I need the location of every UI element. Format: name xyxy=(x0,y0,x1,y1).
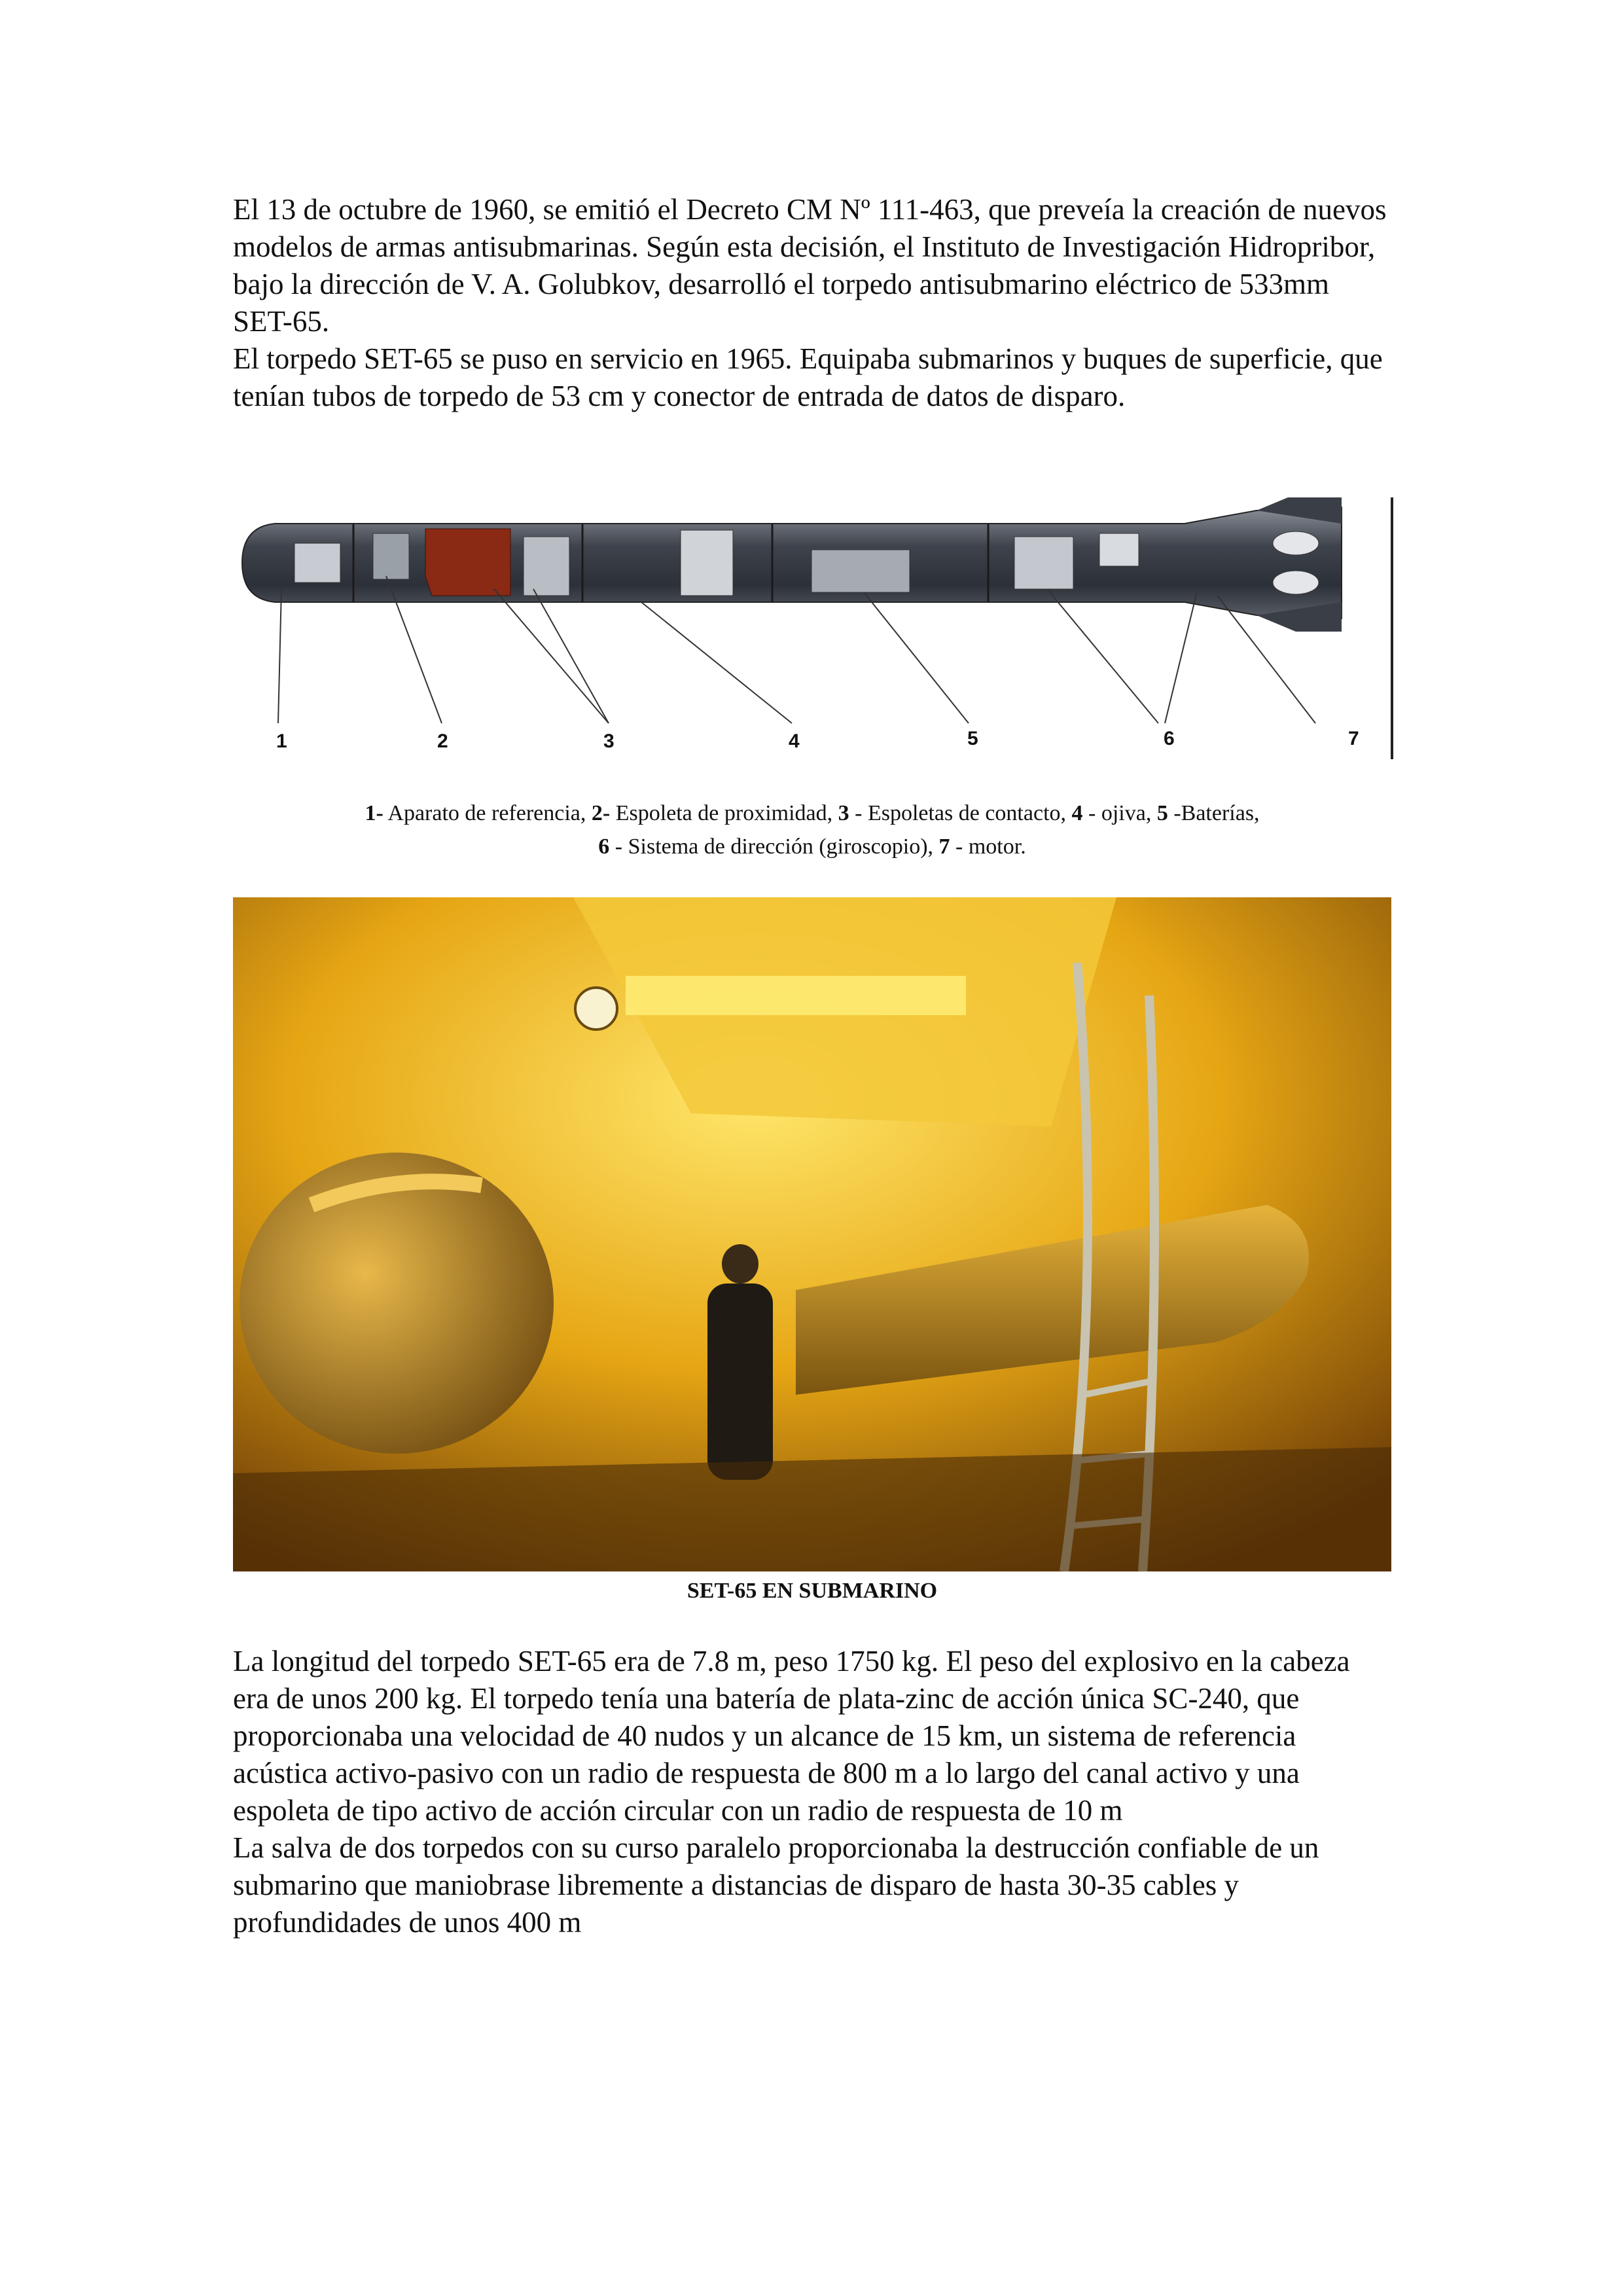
caption-num-5: 5 xyxy=(1156,801,1168,825)
intro-paragraph-2: El torpedo SET-65 se puso en servicio en 1965. Equipaba submarinos y buques de superficie, que tenían tubos de torpedo de 53 cm y conector de entrada de datos de disparo. xyxy=(233,342,1383,412)
crew-body xyxy=(707,1283,773,1480)
pressure-gauge xyxy=(575,988,617,1030)
caption-num-6: 6 xyxy=(598,834,610,859)
crew-head xyxy=(722,1244,758,1283)
caption-num-4: 4 xyxy=(1071,801,1083,825)
warhead-charge xyxy=(425,529,510,596)
intro-paragraph-1: El 13 de octubre de 1960, se emitió el Decreto CM Nº 111-463, que preveía la creación de nuevos modelos de armas antisubmarinas. Según esta decisión, el Instituto de Investigación Hidropribor, bajo la dirección de V. A. Golubkov, desarrolló el torpedo antisubmarino eléctrico de 533mm SET-65. xyxy=(233,193,1387,338)
caption-text-1: Aparato de referencia, xyxy=(383,801,592,825)
submarine-interior-photo xyxy=(233,897,1391,1571)
battery-module xyxy=(812,550,910,592)
diagram-label-5: 5 xyxy=(967,728,978,749)
battery-compartment xyxy=(681,530,733,596)
diagram-label-4: 4 xyxy=(789,730,800,752)
diagram-label-3: 3 xyxy=(603,730,615,752)
intro-text xyxy=(233,191,1391,415)
diagram-label-7: 7 xyxy=(1348,728,1359,749)
caption-text-2: Espoleta de proximidad, xyxy=(610,801,838,825)
body-paragraph-2: La salva de dos torpedos con su curso paralelo proporcionaba la destrucción confiable de un submarino que maniobrase libremente a distancias de disparo de hasta 30-35 cables y profundidades de unos 400 m xyxy=(233,1831,1319,1939)
caption-num-3: 3 xyxy=(838,801,849,825)
caption-text-7: - motor. xyxy=(950,834,1026,859)
diagram-label-1: 1 xyxy=(276,730,287,752)
body-text xyxy=(233,1643,1391,1941)
caption-text-3: - Espoletas de contacto, xyxy=(849,801,1072,825)
diagram-label-6: 6 xyxy=(1164,728,1175,749)
body-paragraph-1: La longitud del torpedo SET-65 era de 7.8 m, peso 1750 kg. El peso del explosivo en la cabeza era de unos 200 kg. El torpedo tenía una batería de plata-zinc de acción única SC-240, que proporcionaba una velocidad de 40 nudos y un alcance de 15 km, un sistema de referencia acústica activo-pasivo con un radio de respuesta de 800 m a lo largo del canal activo y una espoleta de tipo activo de acción circular con un radio de respuesta de 10 m xyxy=(233,1645,1350,1827)
photo-caption: SET-65 EN SUBMARINO xyxy=(687,1579,938,1603)
steering-unit xyxy=(1099,533,1139,566)
left-torpedo-nose xyxy=(240,1153,554,1454)
overhead-pipes xyxy=(626,976,966,1015)
submarine-photo-illustration xyxy=(233,897,1391,1571)
torpedo-cutaway-diagram xyxy=(236,497,1394,759)
proximity-fuze xyxy=(373,533,409,579)
caption-num-1: 1- xyxy=(365,801,383,825)
contact-fuze xyxy=(524,537,569,596)
gyroscope xyxy=(1014,537,1073,589)
diagram-label-2: 2 xyxy=(437,730,448,752)
caption-text-4: - ojiva, xyxy=(1082,801,1157,825)
caption-num-2: 2- xyxy=(591,801,611,825)
caption-text-6: - Sistema de dirección (giroscopio), xyxy=(609,834,939,859)
caption-num-7: 7 xyxy=(938,834,950,859)
caption-text-5: -Baterías, xyxy=(1168,801,1260,825)
homing-device xyxy=(294,543,340,583)
diagram-caption xyxy=(233,797,1391,863)
